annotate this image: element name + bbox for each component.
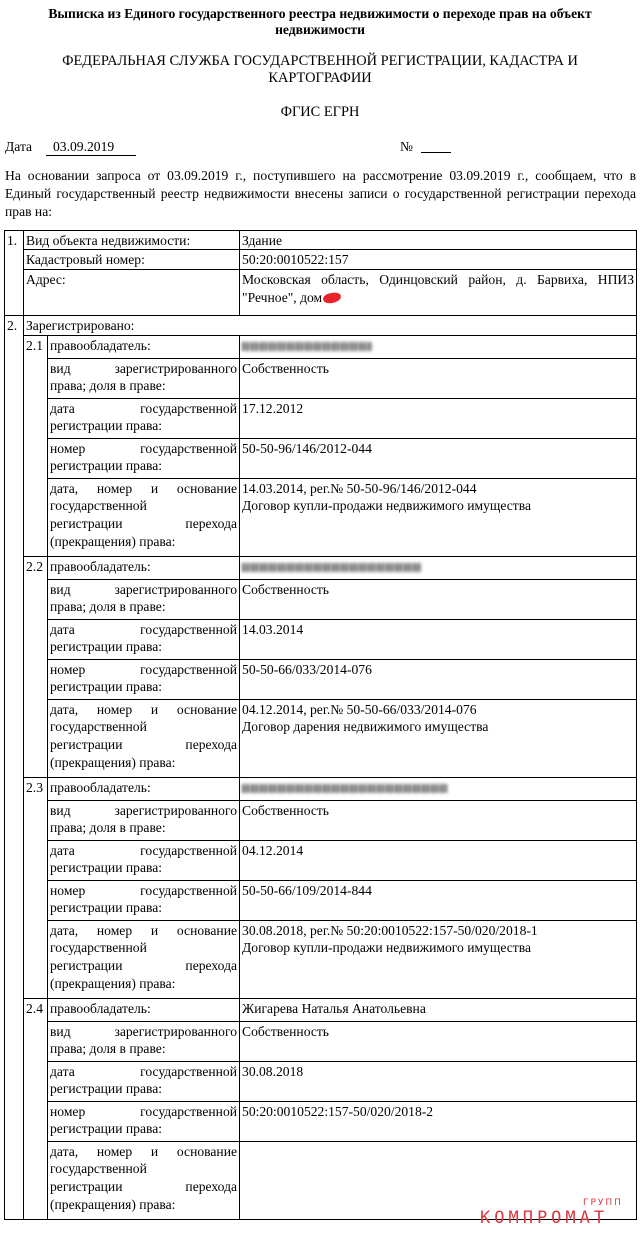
redacted-holder-name (242, 342, 372, 351)
transfer-basis-value (240, 920, 637, 998)
label-line: номер государственной (50, 882, 238, 898)
watermark-text: КОМПРОМАТ (480, 1208, 609, 1228)
label-line: номер государственной (50, 440, 238, 456)
label-line: права; доля в праве: (50, 1041, 166, 1057)
reg-date-label (48, 398, 240, 438)
reg-number-label (48, 438, 240, 478)
label-line: номер государственной (50, 661, 238, 677)
label-line: (прекращения) права: (50, 1196, 176, 1212)
label-line: дата государственной (50, 1063, 238, 1079)
holder-name-cell (240, 556, 637, 579)
transfer-basis-label (48, 1141, 240, 1219)
redaction-mark (323, 292, 342, 304)
transfer-basis-line: 30.08.2018, рег.№ 50:20:0010522:157-50/020/2018-1 (242, 922, 538, 938)
transfer-basis-line: Договор дарения недвижимого имущества (242, 719, 489, 735)
holder-number: 2.1 (24, 335, 48, 556)
transfer-basis-label (48, 920, 240, 998)
label-line: права; доля в праве: (50, 378, 166, 394)
transfer-basis-line: Договор купли-продажи недвижимого имущества (242, 940, 531, 956)
transfer-basis-line: Договор купли-продажи недвижимого имущества (242, 498, 531, 514)
table-row (5, 880, 637, 920)
holder-label: правообладатель: (48, 998, 240, 1021)
transfer-basis-value (240, 699, 637, 777)
holder-label: правообладатель: (48, 777, 240, 800)
table-row (5, 998, 637, 1021)
reg-date-label (48, 619, 240, 659)
table-row (5, 556, 637, 579)
label-line: регистрации перехода (50, 957, 238, 973)
reg-number-value: 50-50-66/109/2014-844 (240, 880, 637, 920)
label-line: регистрации права: (50, 458, 163, 474)
table-row (5, 1021, 637, 1061)
table-row (5, 230, 637, 250)
table-row (5, 840, 637, 880)
table-row (5, 250, 637, 270)
holder-label: правообладатель: (48, 335, 240, 358)
records-table (4, 230, 637, 1220)
registered-label: Зарегистрировано: (24, 315, 637, 335)
address-label: Адрес: (24, 269, 240, 315)
table-row (5, 269, 637, 315)
label-line: вид зарегистрированного (50, 802, 238, 818)
transfer-basis-label (48, 478, 240, 556)
label-line: дата государственной (50, 842, 238, 858)
document-title: Выписка из Единого государственного реестра недвижимости о переходе прав на объект недвижимости (48, 6, 592, 38)
label-line: регистрации перехода (50, 515, 238, 531)
number-blank-line (421, 152, 451, 153)
date-number-line (5, 139, 640, 157)
address-cell (240, 269, 637, 315)
right-type-value: Собственность (240, 800, 637, 840)
reg-number-value: 50-50-96/146/2012-044 (240, 438, 637, 478)
label-line: номер государственной (50, 1103, 238, 1119)
label-line: государственной (50, 1161, 147, 1177)
table-row (5, 920, 637, 998)
holder-name-cell (240, 998, 637, 1021)
redacted-holder-name (242, 563, 422, 572)
table-row (5, 777, 637, 800)
label-line: (прекращения) права: (50, 975, 176, 991)
reg-number-label (48, 1101, 240, 1141)
label-line: права; доля в праве: (50, 599, 166, 615)
label-line: регистрации права: (50, 679, 163, 695)
reg-date-label (48, 1061, 240, 1101)
label-line: (прекращения) права: (50, 533, 176, 549)
cadastral-value: 50:20:0010522:157 (240, 250, 637, 270)
label-line: регистрации права: (50, 860, 163, 876)
table-row (5, 579, 637, 619)
table-row (5, 315, 637, 335)
label-line: дата государственной (50, 621, 238, 637)
label-line: регистрации права: (50, 639, 163, 655)
reg-date-value: 04.12.2014 (240, 840, 637, 880)
date-label: Дата (5, 138, 33, 154)
table-row (5, 699, 637, 777)
holder-number: 2.3 (24, 777, 48, 998)
table-row (5, 1061, 637, 1101)
address-value: Московская область, Одинцовский район, д. Барвиха, НПИЗ "Речное", дом (242, 271, 635, 305)
label-line: регистрации перехода (50, 1178, 238, 1194)
holder-name-cell (240, 335, 637, 358)
label-line: регистрации права: (50, 418, 163, 434)
label-line: государственной (50, 719, 147, 735)
table-row (5, 358, 637, 398)
transfer-basis-line: 04.12.2014, рег.№ 50-50-66/033/2014-076 (242, 701, 477, 717)
reg-date-label (48, 840, 240, 880)
watermark-small-text: ГРУПП (583, 1198, 623, 1208)
right-type-value: Собственность (240, 358, 637, 398)
table-row (5, 659, 637, 699)
reg-number-value: 50:20:0010522:157-50/020/2018-2 (240, 1101, 637, 1141)
date-value: 03.09.2019 (46, 139, 136, 157)
table-row (5, 438, 637, 478)
row-number: 1. (5, 230, 24, 315)
label-line: дата, номер и основание (50, 1143, 238, 1159)
label-line: (прекращения) права: (50, 754, 176, 770)
right-type-value: Собственность (240, 579, 637, 619)
label-line: государственной (50, 498, 147, 514)
label-line: регистрации перехода (50, 736, 238, 752)
right-type-value: Собственность (240, 1021, 637, 1061)
right-type-label (48, 800, 240, 840)
transfer-basis-label (48, 699, 240, 777)
holder-name-cell (240, 777, 637, 800)
watermark-logo (480, 1198, 630, 1228)
object-type-label: Вид объекта недвижимости: (24, 230, 240, 250)
table-row (5, 398, 637, 438)
label-line: дата, номер и основание (50, 480, 238, 496)
reg-number-label (48, 659, 240, 699)
holder-number: 2.4 (24, 998, 48, 1219)
system-name: ФГИС ЕГРН (280, 104, 360, 121)
reg-date-value: 17.12.2012 (240, 398, 637, 438)
reg-date-value: 30.08.2018 (240, 1061, 637, 1101)
agency-name: ФЕДЕРАЛЬНАЯ СЛУЖБА ГОСУДАРСТВЕННОЙ РЕГИСТРАЦИИ, КАДАСТРА И КАРТОГРАФИИ (62, 52, 578, 86)
redacted-holder-name (242, 784, 447, 793)
table-row (5, 800, 637, 840)
table-row (5, 335, 637, 358)
holder-label: правообладатель: (48, 556, 240, 579)
right-type-label (48, 358, 240, 398)
label-line: вид зарегистрированного (50, 360, 238, 376)
transfer-basis-value (240, 478, 637, 556)
object-type-value: Здание (240, 230, 637, 250)
number-label: № (400, 138, 413, 154)
label-line: регистрации права: (50, 1121, 163, 1137)
transfer-basis-line: 14.03.2014, рег.№ 50-50-96/146/2012-044 (242, 480, 477, 496)
label-line: дата, номер и основание (50, 701, 238, 717)
label-line: права; доля в праве: (50, 820, 166, 836)
label-line: регистрации права: (50, 1081, 163, 1097)
cadastral-label: Кадастровый номер: (24, 250, 240, 270)
right-type-label (48, 579, 240, 619)
label-line: дата государственной (50, 400, 238, 416)
holder-number: 2.2 (24, 556, 48, 777)
label-line: вид зарегистрированного (50, 581, 238, 597)
table-row (5, 478, 637, 556)
request-basis-text: На основании запроса от 03.09.2019 г., поступившего на рассмотрение 03.09.2019 г., сообщаем, что в Единый государственный реестр недвижимости внесены записи о государственной регистрации перехода прав на: (5, 167, 636, 219)
reg-date-value: 14.03.2014 (240, 619, 637, 659)
label-line: регистрации права: (50, 900, 163, 916)
label-line: государственной (50, 940, 147, 956)
reg-number-label (48, 880, 240, 920)
holder-name: Жигарева Наталья Анатольевна (242, 1000, 426, 1016)
reg-number-value: 50-50-66/033/2014-076 (240, 659, 637, 699)
label-line: вид зарегистрированного (50, 1023, 238, 1039)
row-number: 2. (5, 315, 24, 1219)
right-type-label (48, 1021, 240, 1061)
table-row (5, 619, 637, 659)
table-row (5, 1101, 637, 1141)
label-line: дата, номер и основание (50, 922, 238, 938)
